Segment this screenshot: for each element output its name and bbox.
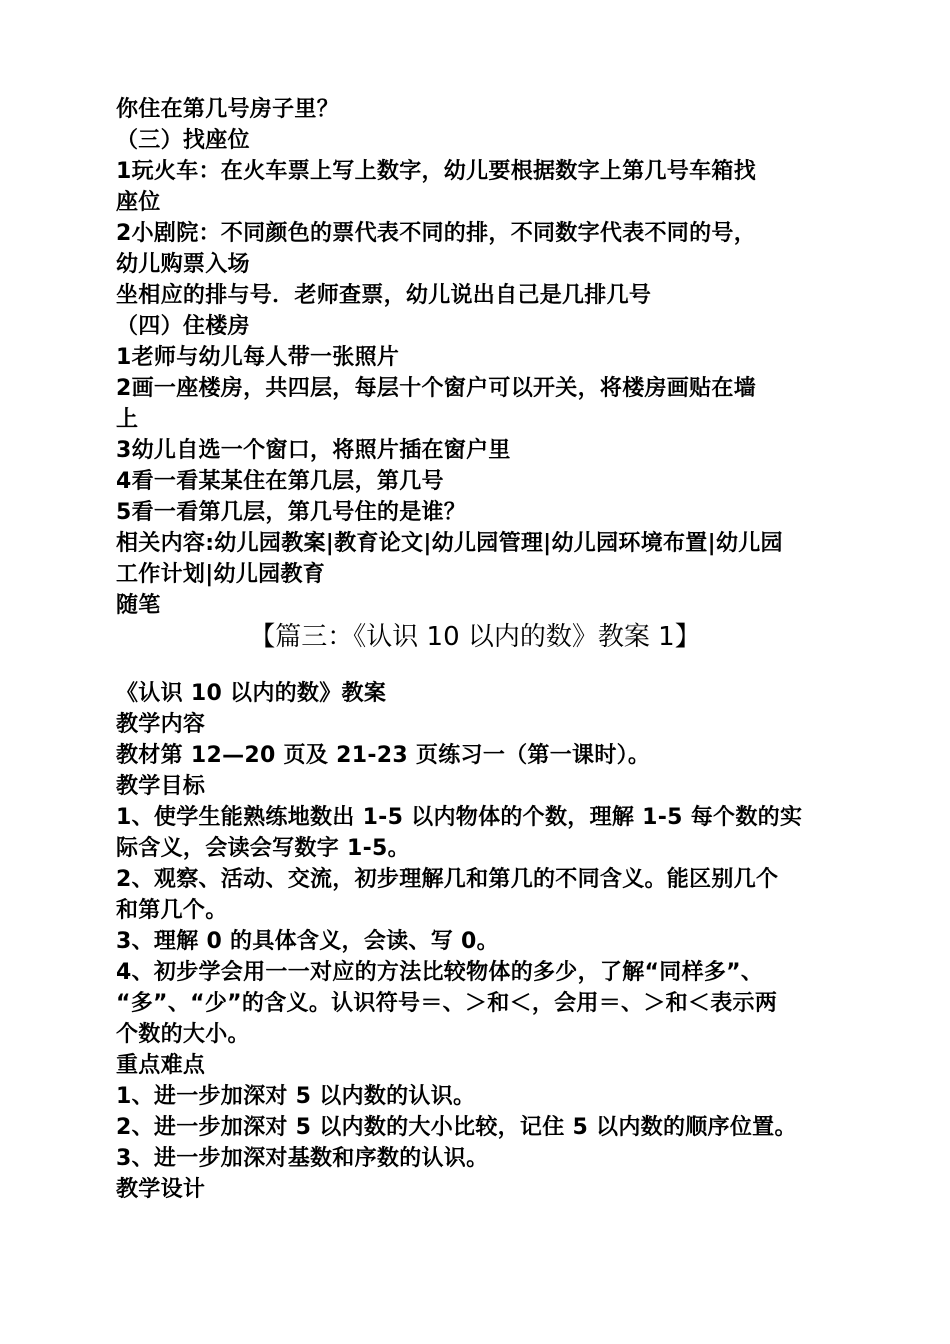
text-line: 1、进一步加深对 5 以内数的认识。 (116, 1084, 476, 1109)
text-line: 座位 (116, 190, 161, 215)
text-line: 4看一看某某住在第几层，第几号 (116, 469, 444, 494)
text-line: “多”、“少”的含义。认识符号＝、＞和＜，会用＝、＞和＜表示两 (116, 991, 778, 1016)
section-heading: 教学内容 (116, 712, 206, 737)
text-line: 教材第 12—20 页及 21-23 页练习一（第一课时）。 (116, 743, 651, 768)
section-title: 【篇三：《认识 10 以内的数》教案 1】 (249, 622, 701, 652)
text-line: 2、观察、活动、交流，初步理解几和第几的不同含义。能区别几个 (116, 867, 779, 892)
text-line: 你住在第几号房子里？ (116, 97, 340, 122)
section-heading: 重点难点 (116, 1053, 206, 1078)
text-line: 1老师与幼儿每人带一张照片 (116, 345, 400, 370)
text-line: 4、初步学会用一一对应的方法比较物体的多少，了解“同样多”、 (116, 960, 764, 985)
text-line: 1、使学生能熟练地数出 1-5 以内物体的个数，理解 1-5 每个数的实 (116, 805, 803, 830)
text-line: 1玩火车：在火车票上写上数字，幼儿要根据数字上第几号车箱找 (116, 159, 757, 184)
section-heading: 教学目标 (116, 774, 206, 799)
section-heading: 教学设计 (116, 1177, 206, 1202)
text-line: 2画一座楼房，共四层，每层十个窗户可以开关，将楼房画贴在墙 (116, 376, 757, 401)
related-content-line: 工作计划|幼儿园教育 (116, 562, 326, 587)
text-line: 上 (116, 407, 139, 432)
section-heading: （三）找座位 (116, 128, 250, 153)
text-line: 5看一看第几层，第几号住的是谁？ (116, 500, 467, 525)
text-line: 和第几个。 (116, 898, 228, 923)
text-line: 2小剧院：不同颜色的票代表不同的排，不同数字代表不同的号， (116, 221, 757, 246)
text-line: 3、进一步加深对基数和序数的认识。 (116, 1146, 489, 1171)
text-line: 3、理解 0 的具体含义，会读、写 0。 (116, 929, 499, 954)
text-line: 3幼儿自选一个窗口，将照片插在窗户里 (116, 438, 511, 463)
lesson-title: 《认识 10 以内的数》教案 (116, 681, 387, 706)
text-line: 坐相应的排与号．老师查票，幼儿说出自己是几排几号 (116, 283, 652, 308)
text-line: 个数的大小。 (116, 1022, 250, 1047)
text-line: 际含义，会读会写数字 1-5。 (116, 836, 410, 861)
text-line: 2、进一步加深对 5 以内数的大小比较，记住 5 以内数的顺序位置。 (116, 1115, 797, 1140)
related-content-line: 相关内容:幼儿园教案|教育论文|幼儿园管理|幼儿园环境布置|幼儿园 (116, 531, 783, 556)
text-line: 幼儿购票入场 (116, 252, 250, 277)
text-line: 随笔 (116, 593, 161, 618)
section-heading: （四）住楼房 (116, 314, 250, 339)
